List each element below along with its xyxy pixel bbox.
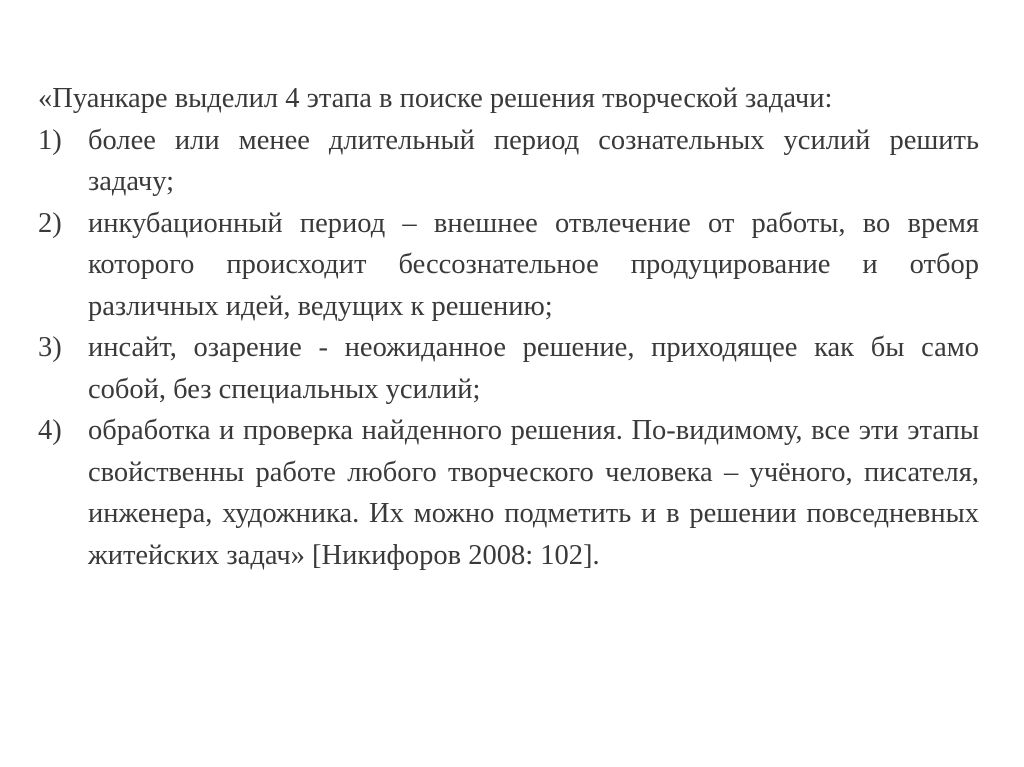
stage-text: инкубационный период – внешнее отвлечение от работы, во время которого происходит бессознательное продуцирование и отбор различных идей, ведущих к решению; [88, 207, 979, 322]
slide-content [38, 78, 979, 576]
stage-number: 2) [38, 207, 62, 239]
stage-item-3 [38, 327, 979, 410]
stages-list [38, 120, 979, 577]
stage-text: более или менее длительный период сознательных усилий решить задачу; [88, 124, 979, 197]
stage-number: 4) [38, 415, 62, 446]
stage-number: 3) [38, 332, 62, 363]
stage-number: 1) [38, 124, 62, 156]
stage-text: обработка и проверка найденного решения. По-видимому, все эти этапы свойственны работе любого творческого человека – учёного, писателя, инженера, художника. Их можно подметить и в решении повседневных житейских задач» [Никифоров 2008: 102]. [88, 415, 979, 571]
stage-item-1 [38, 120, 979, 203]
stage-item-4 [38, 410, 979, 576]
stage-text: инсайт, озарение - неожиданное решение, приходящее как бы само собой, без специальных усилий; [88, 332, 979, 405]
stage-item-2 [38, 203, 979, 328]
quote-intro: «Пуанкаре выделил 4 этапа в поиске решения творческой задачи: [38, 83, 833, 114]
